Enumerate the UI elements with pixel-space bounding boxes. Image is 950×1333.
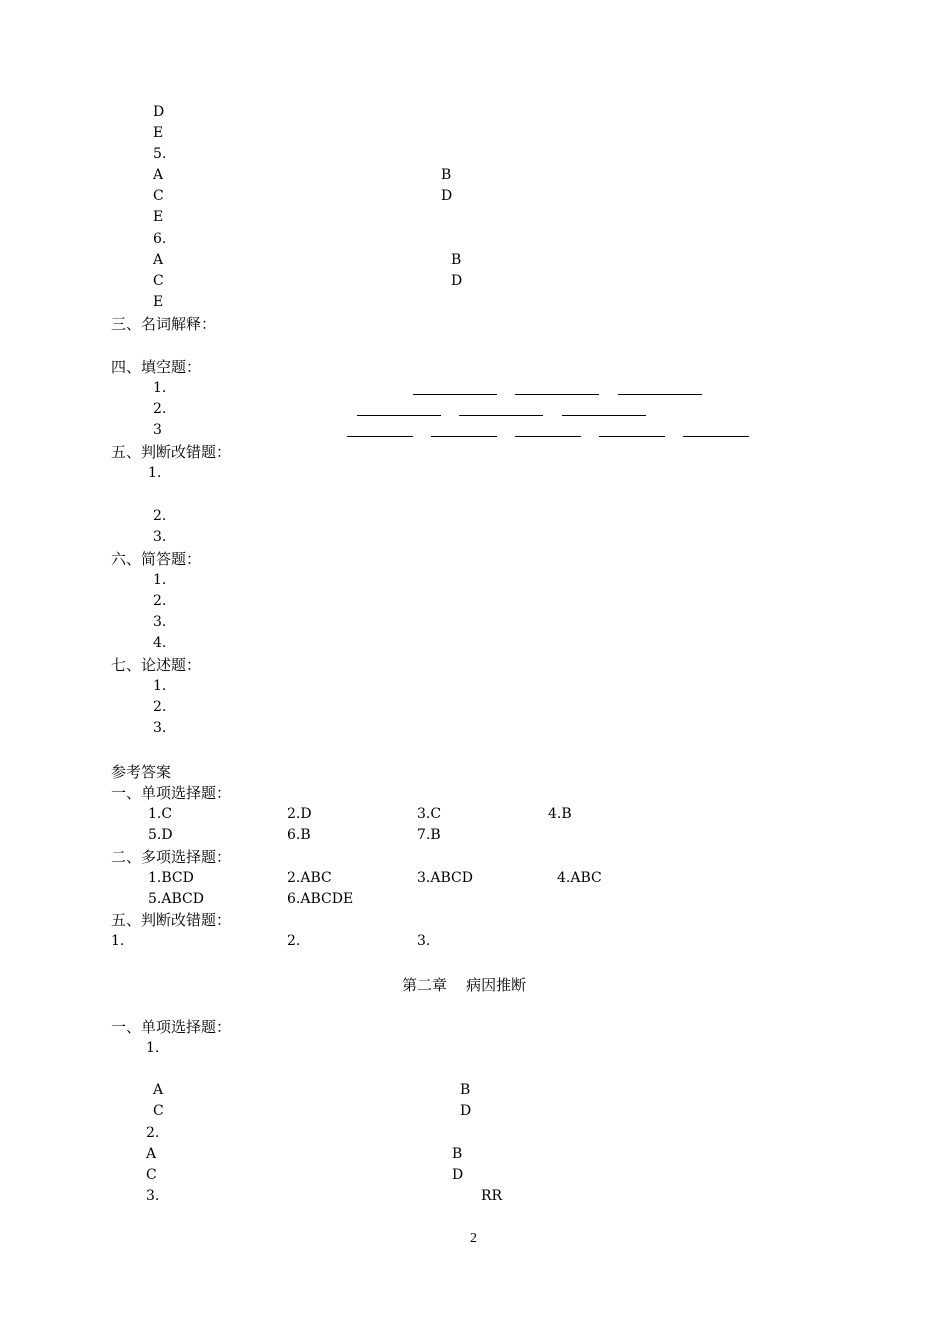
q6-option-e: E (153, 294, 189, 310)
section-4-heading: 四、填空题： (111, 358, 202, 376)
fill-q2-blank-3 (562, 401, 646, 416)
q6-option-b: B (451, 252, 487, 268)
section-5-heading: 五、判断改错题： (111, 443, 232, 461)
fill-q3-blank-2 (431, 422, 497, 437)
essay-q3: 3. (153, 720, 167, 736)
fill-q3-blank-1 (347, 422, 413, 437)
q5-option-c: C (153, 188, 189, 204)
fill-q3-blank-3 (515, 422, 581, 437)
short-q3: 3. (153, 614, 167, 630)
fill-q1-blank-1 (413, 380, 497, 395)
ch2-q2-stem: 2. (146, 1125, 160, 1141)
q6-option-a: A (153, 252, 189, 268)
answer-single-7: 7.B (417, 827, 441, 843)
answer-multi-5: 5.ABCD (148, 891, 204, 907)
fill-q1-blank-2 (515, 380, 599, 395)
q4-option-e: E (153, 125, 189, 141)
answer-single-4: 4.B (548, 806, 572, 822)
q6-option-d: D (451, 273, 487, 289)
ch2-q1-option-b: B (460, 1082, 496, 1098)
answer-judge-1: 1. (111, 933, 125, 949)
essay-q2: 2. (153, 699, 167, 715)
short-q2: 2. (153, 593, 167, 609)
fill-q1: 1. (153, 380, 167, 396)
ch2-q2-option-d: D (452, 1167, 488, 1183)
answers-multi-heading: 二、多项选择题： (111, 848, 232, 866)
short-q1: 1. (153, 572, 167, 588)
fill-q1-blank-3 (618, 380, 702, 395)
chapter-2-title: 第二章 病因推断 (402, 976, 527, 994)
fill-q3-blank-5 (683, 422, 749, 437)
q5-stem: 5. (153, 146, 167, 162)
ch2-q1-option-c: C (153, 1103, 189, 1119)
answer-multi-4: 4.ABC (557, 870, 602, 886)
ch2-q3-stem: 3. (146, 1188, 160, 1204)
fill-q3-blank-4 (599, 422, 665, 437)
section-6-heading: 六、简答题： (111, 550, 202, 568)
q6-stem: 6. (153, 231, 167, 247)
answer-multi-2: 2.ABC (287, 870, 332, 886)
fill-q2-blank-1 (357, 401, 441, 416)
ch2-q1-option-d: D (460, 1103, 496, 1119)
answer-single-3: 3.C (417, 806, 442, 822)
answer-single-5: 5.D (148, 827, 173, 843)
q4-option-d: D (153, 104, 189, 120)
short-q4: 4. (153, 635, 167, 651)
answer-single-1: 1.C (148, 806, 173, 822)
judge-q1-line-1: 1. (148, 465, 162, 481)
q5-option-e: E (153, 209, 189, 225)
page-number: 2 (470, 1231, 477, 1246)
ch2-q2-option-b: B (452, 1146, 488, 1162)
section-3-heading: 三、名词解释： (111, 315, 217, 333)
ch2-q2-option-c: C (146, 1167, 182, 1183)
ch2-q1-stem: 1. (146, 1040, 160, 1056)
judge-q3: 3. (153, 529, 167, 545)
answers-single-heading: 一、单项选择题： (111, 784, 232, 802)
answers-judge-heading: 五、判断改错题： (111, 911, 232, 929)
q5-option-a: A (153, 167, 189, 183)
ch2-q1-option-a: A (153, 1082, 189, 1098)
fill-q2-blank-2 (459, 401, 543, 416)
ch2-single-heading: 一、单项选择题： (111, 1018, 232, 1036)
answer-judge-3: 3. (417, 933, 431, 949)
answer-judge-2: 2. (287, 933, 301, 949)
ch2-q2-option-a: A (146, 1146, 182, 1162)
answers-title: 参考答案 (111, 763, 172, 781)
q6-option-c: C (153, 273, 189, 289)
section-7-heading: 七、论述题： (111, 656, 202, 674)
fill-q2: 2. (153, 401, 167, 417)
fill-q3: 3 (153, 422, 162, 438)
q5-option-d: D (441, 188, 477, 204)
answer-single-2: 2.D (287, 806, 312, 822)
ch2-q3-tail: RR (481, 1188, 503, 1204)
answer-multi-6: 6.ABCDE (287, 891, 354, 907)
essay-q1: 1. (153, 678, 167, 694)
q5-option-b: B (441, 167, 477, 183)
answer-single-6: 6.B (287, 827, 311, 843)
answer-multi-3: 3.ABCD (417, 870, 473, 886)
judge-q2: 2. (153, 508, 167, 524)
answer-multi-1: 1.BCD (148, 870, 194, 886)
